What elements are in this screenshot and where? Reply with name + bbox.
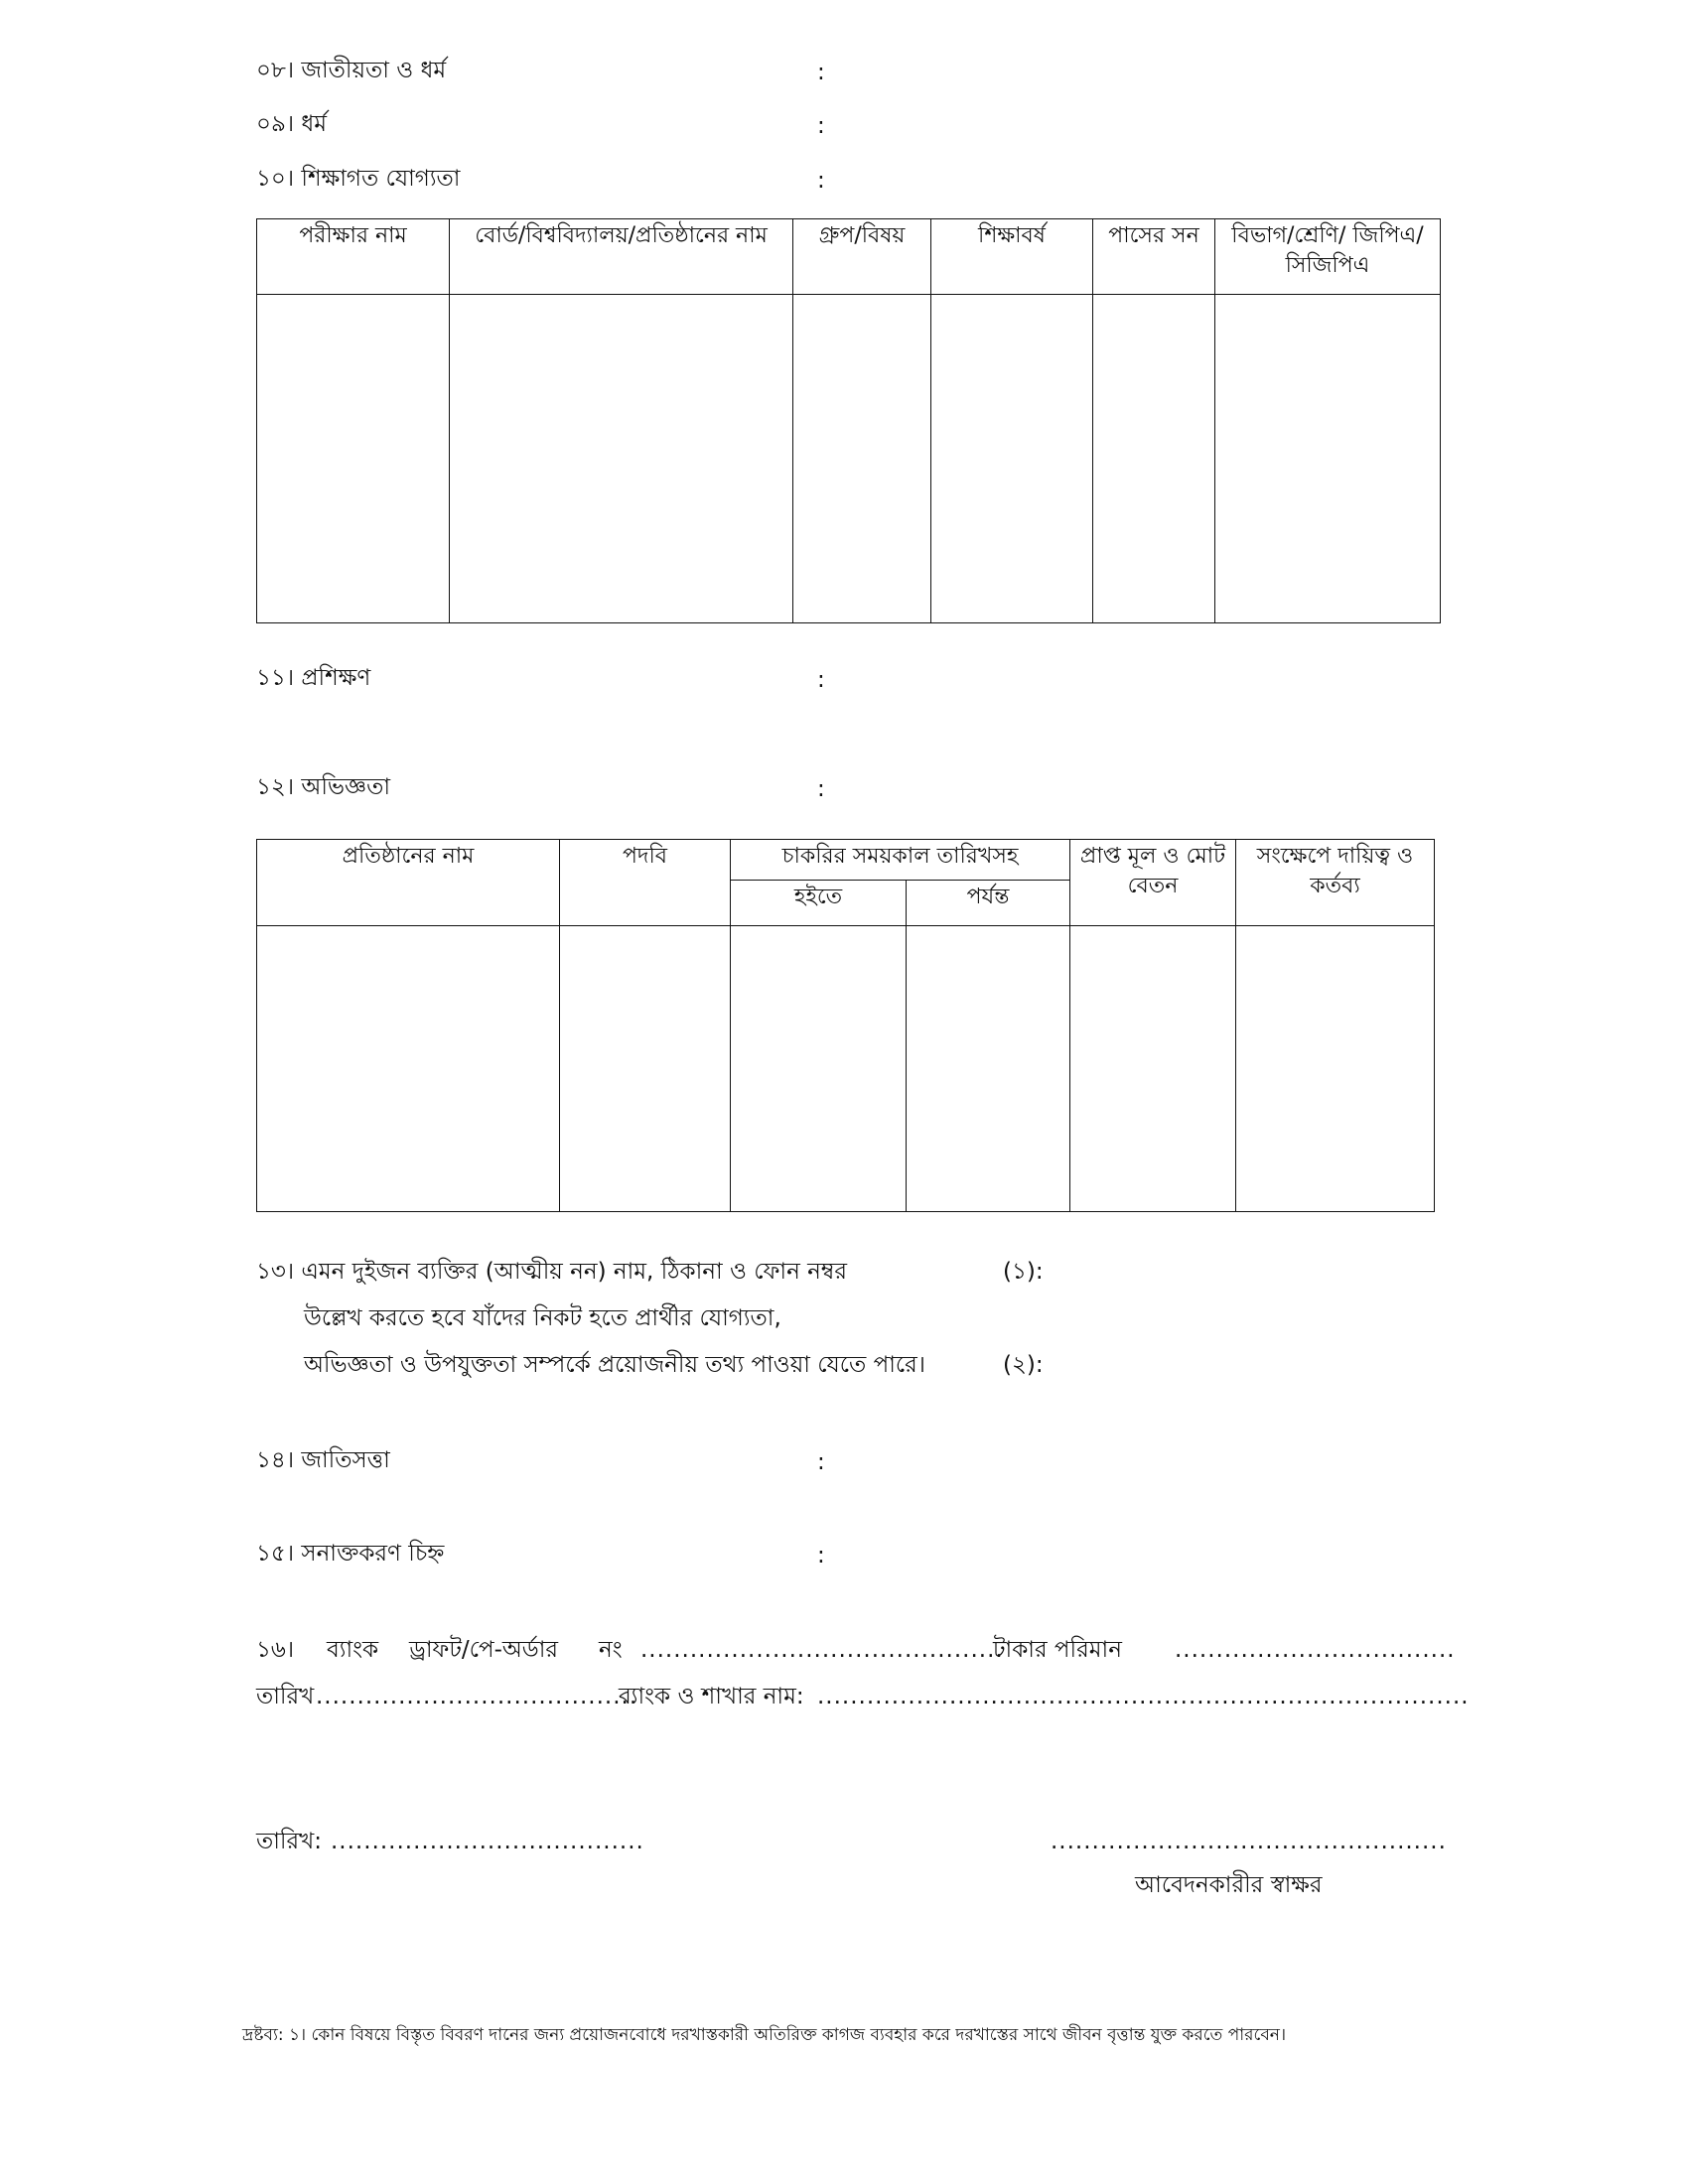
item-10-colon: :: [817, 168, 825, 194]
exp-header-duties: সংক্ষেপে দায়িত্ব ও কর্তব্য: [1236, 840, 1435, 926]
amount-field[interactable]: ..................................: [1175, 1637, 1456, 1663]
bank-branch-field[interactable]: ...............................................................................: [817, 1684, 1470, 1709]
item-11-colon: :: [817, 667, 825, 693]
bank-date-field[interactable]: .......................................: [316, 1684, 638, 1709]
edu-header-result: বিভাগ/শ্রেণি/ জিপিএ/সিজিপিএ: [1215, 219, 1441, 295]
exp-cell[interactable]: [1236, 926, 1435, 1212]
bank-draft-word: ড্রাফট/পে-অর্ডার: [409, 1637, 559, 1663]
experience-table: [256, 839, 1435, 1212]
edu-header-group: গ্রুপ/বিষয়: [793, 219, 931, 295]
item-15-label: ১৫। সনাক্তকরণ চিহ্ন: [256, 1541, 445, 1567]
item-11-label: ১১। প্রশিক্ষণ: [256, 665, 371, 691]
bank-branch-label: ব্যাংক ও শাখার নাম:: [619, 1684, 804, 1709]
exp-header-salary: প্রাপ্ত মূল ও মোট বেতন: [1070, 840, 1236, 926]
item-14-label: ১৪। জাতিসত্তা: [256, 1447, 390, 1473]
item-12-label: ১২। অভিজ্ঞতা: [256, 774, 390, 800]
edu-cell[interactable]: [1215, 295, 1441, 623]
exp-blank-row: [257, 926, 1435, 1212]
references-line-2: উল্লেখ করতে হবে যাঁদের নিকট হতে প্রার্থীর যোগ্যতা,: [304, 1305, 781, 1331]
bank-draft-number-field[interactable]: ............................................: [640, 1637, 1004, 1663]
references-line-1: ১৩। এমন দুইজন ব্যক্তির (আত্মীয় নন) নাম, ঠিকানা ও ফোন নম্বর: [256, 1259, 848, 1285]
education-table: [256, 218, 1441, 623]
exp-header-designation: পদবি: [560, 840, 731, 926]
edu-header-exam: পরীক্ষার নাম: [257, 219, 450, 295]
item-14-colon: :: [817, 1449, 825, 1475]
exp-header-period: চাকরির সময়কাল তারিখসহ: [731, 840, 1070, 881]
bank-date-label: তারিখ: [256, 1684, 315, 1709]
exp-subheader-to: পর্যন্ত: [907, 881, 1070, 926]
exp-header-organization: প্রতিষ্ঠানের নাম: [257, 840, 560, 926]
edu-cell[interactable]: [450, 295, 793, 623]
edu-cell[interactable]: [931, 295, 1093, 623]
footnote: দ্রষ্টব্য: ১। কোন বিষয়ে বিস্তৃত বিবরণ দানের জন্য প্রয়োজনবোধে দরখাস্তকারী অতিরিক্ত কাগজ ব্যবহার করে দরখাস্তের সাথে জীবন বৃত্তান্ত যুক্ত করতে পারবেন।: [242, 2025, 1287, 2045]
references-line-3: অভিজ্ঞতা ও উপযুক্ততা সম্পর্কে প্রয়োজনীয় তথ্য পাওয়া যেতে পারে।: [304, 1352, 926, 1378]
edu-header-board: বোর্ড/বিশ্ববিদ্যালয়/প্রতিষ্ঠানের নাম: [450, 219, 793, 295]
item-09-colon: :: [817, 113, 825, 139]
exp-cell[interactable]: [907, 926, 1070, 1212]
applicant-signature-label: আবেদনকারীর স্বাক্ষর: [1135, 1872, 1323, 1898]
bank-item-number: ১৬।: [256, 1637, 295, 1663]
item-09-label: ০৯। ধর্ম: [256, 111, 328, 137]
edu-header-academic-year: শিক্ষাবর্ষ: [931, 219, 1093, 295]
exp-cell[interactable]: [731, 926, 907, 1212]
item-08-label: ০৮। জাতীয়তা ও ধর্ম: [256, 58, 447, 83]
signature-field[interactable]: ................................................: [1051, 1829, 1447, 1854]
bank-word: ব্যাংক: [327, 1637, 379, 1663]
reference-2-label: (২):: [1003, 1352, 1044, 1378]
edu-cell[interactable]: [1093, 295, 1215, 623]
item-10-label: ১০। শিক্ষাগত যোগ্যতা: [256, 166, 461, 192]
exp-subheader-from: হইতে: [731, 881, 907, 926]
item-15-colon: :: [817, 1543, 825, 1569]
edu-blank-row: [257, 295, 1441, 623]
exp-cell[interactable]: [560, 926, 731, 1212]
signature-date-field[interactable]: ......................................: [331, 1829, 644, 1854]
bank-no-word: নং: [599, 1637, 623, 1663]
edu-cell[interactable]: [257, 295, 450, 623]
signature-date-label: তারিখ:: [256, 1829, 323, 1854]
exp-cell[interactable]: [257, 926, 560, 1212]
item-12-colon: :: [817, 776, 825, 802]
amount-label: টাকার পরিমান: [993, 1637, 1122, 1663]
edu-header-pass-year: পাসের সন: [1093, 219, 1215, 295]
edu-cell[interactable]: [793, 295, 931, 623]
exp-cell[interactable]: [1070, 926, 1236, 1212]
reference-1-label: (১):: [1003, 1259, 1044, 1285]
item-08-colon: :: [817, 60, 825, 85]
